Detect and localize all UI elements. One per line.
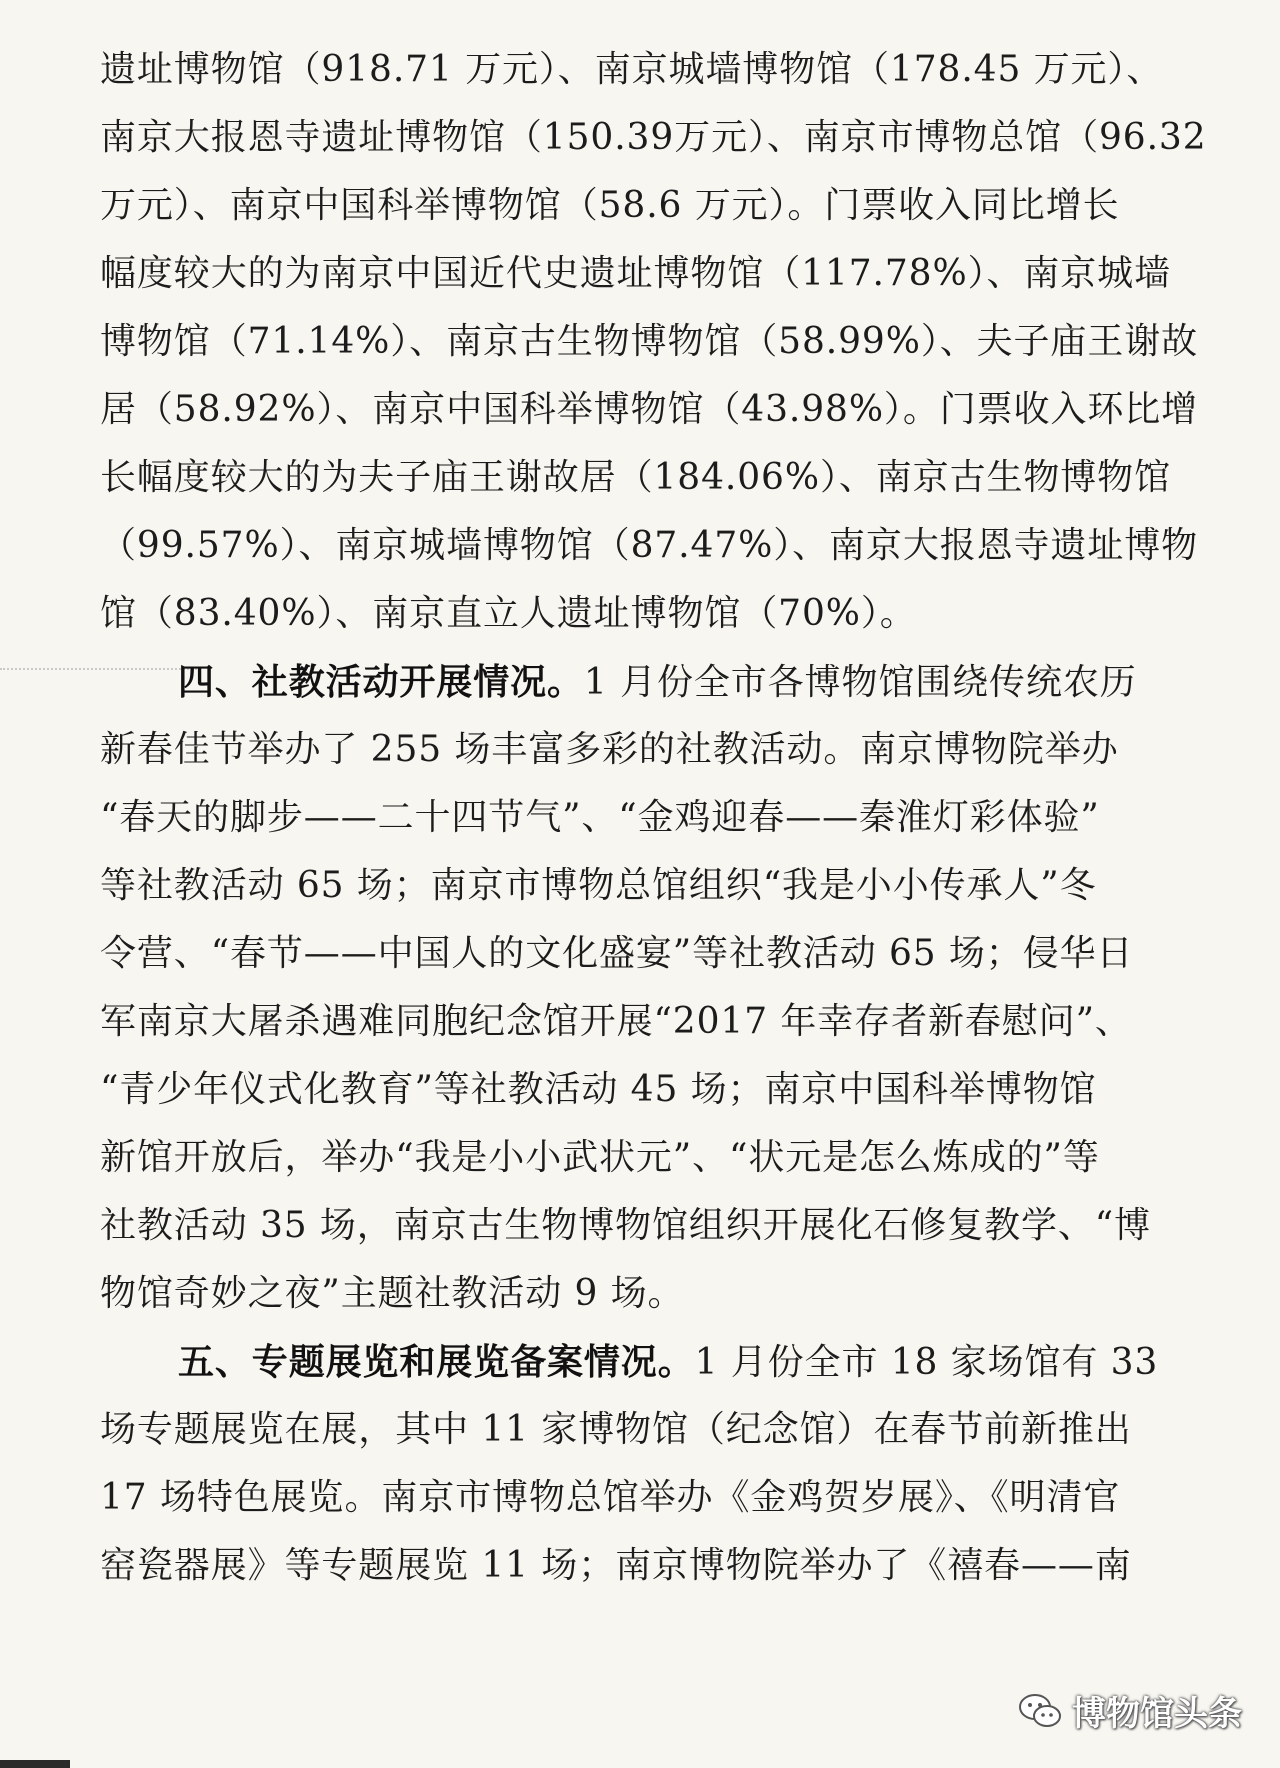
paragraph-line: 博物馆（71.14%）、南京古生物博物馆（58.99%）、夫子庙王谢故 <box>100 321 1199 362</box>
paragraph-line: 社教活动 35 场，南京古生物博物馆组织开展化石修复教学、“博 <box>100 1205 1151 1246</box>
scan-dotted-line <box>0 668 200 670</box>
paragraph-line: 居（58.92%）、南京中国科举博物馆（43.98%）。门票收入环比增 <box>100 389 1199 430</box>
watermark-text: 博物馆头条 <box>1072 1694 1242 1734</box>
scan-edge-mark <box>0 1760 70 1768</box>
paragraph-line: 遗址博物馆（918.71 万元）、南京城墙博物馆（178.45 万元）、 <box>100 49 1164 90</box>
section5-first-text: 1 月份全市 18 家场馆有 33 <box>694 1342 1159 1383</box>
paragraph-line: 长幅度较大的为夫子庙王谢故居（184.06%）、南京古生物博物馆 <box>100 457 1171 498</box>
paragraph-line: 令营、“春节——中国人的文化盛宴”等社教活动 65 场；侵华日 <box>100 933 1134 974</box>
paragraph-line: 馆（83.40%）、南京直立人遗址博物馆（70%）。 <box>100 593 917 634</box>
paragraph-line: 军南京大屠杀遇难同胞纪念馆开展“2017 年幸存者新春慰问”、 <box>100 1001 1132 1042</box>
paragraph-line: 场专题展览在展，其中 11 家博物馆（纪念馆）在春节前新推出 <box>100 1409 1132 1450</box>
paragraph-line: 新春佳节举办了 255 场丰富多彩的社教活动。南京博物院举办 <box>100 729 1119 770</box>
paragraph-line: “青少年仪式化教育”等社教活动 45 场；南京中国科举博物馆 <box>100 1069 1097 1110</box>
paragraph-line: 幅度较大的为南京中国近代史遗址博物馆（117.78%）、南京城墙 <box>100 253 1171 294</box>
section4-first-line <box>178 660 1200 705</box>
paragraph-line: 万元）、南京中国科举博物馆（58.6 万元）。门票收入同比增长 <box>100 185 1120 226</box>
section5-first-line <box>178 1340 1200 1385</box>
paragraph-line: 17 场特色展览。南京市博物总馆举办《金鸡贺岁展》、《明清官 <box>100 1477 1121 1518</box>
section4-heading: 四、社教活动开展情况。 <box>178 661 584 703</box>
paragraph-line: 新馆开放后，举办“我是小小武状元”、“状元是怎么炼成的”等 <box>100 1137 1100 1178</box>
paragraph-line: （99.57%）、南京城墙博物馆（87.47%）、南京大报恩寺遗址博物 <box>100 525 1199 566</box>
watermark <box>1018 1686 1242 1735</box>
section5-heading: 五、专题展览和展览备案情况。 <box>178 1341 695 1383</box>
section4-first-text: 1 月份全市各博物馆围绕传统农历 <box>583 662 1137 703</box>
paragraph-line: 南京大报恩寺遗址博物馆（150.39万元）、南京市博物总馆（96.32 <box>100 117 1207 158</box>
paragraph-line: 窑瓷器展》等专题展览 11 场；南京博物院举办了《禧春——南 <box>100 1545 1132 1586</box>
paragraph-line: “春天的脚步——二十四节气”、“金鸡迎春——秦淮灯彩体验” <box>100 797 1100 838</box>
wechat-icon <box>1018 1692 1062 1730</box>
paragraph-line: 等社教活动 65 场；南京市博物总馆组织“我是小小传承人”冬 <box>100 865 1097 906</box>
paragraph-line: 物馆奇妙之夜”主题社教活动 9 场。 <box>100 1273 685 1314</box>
